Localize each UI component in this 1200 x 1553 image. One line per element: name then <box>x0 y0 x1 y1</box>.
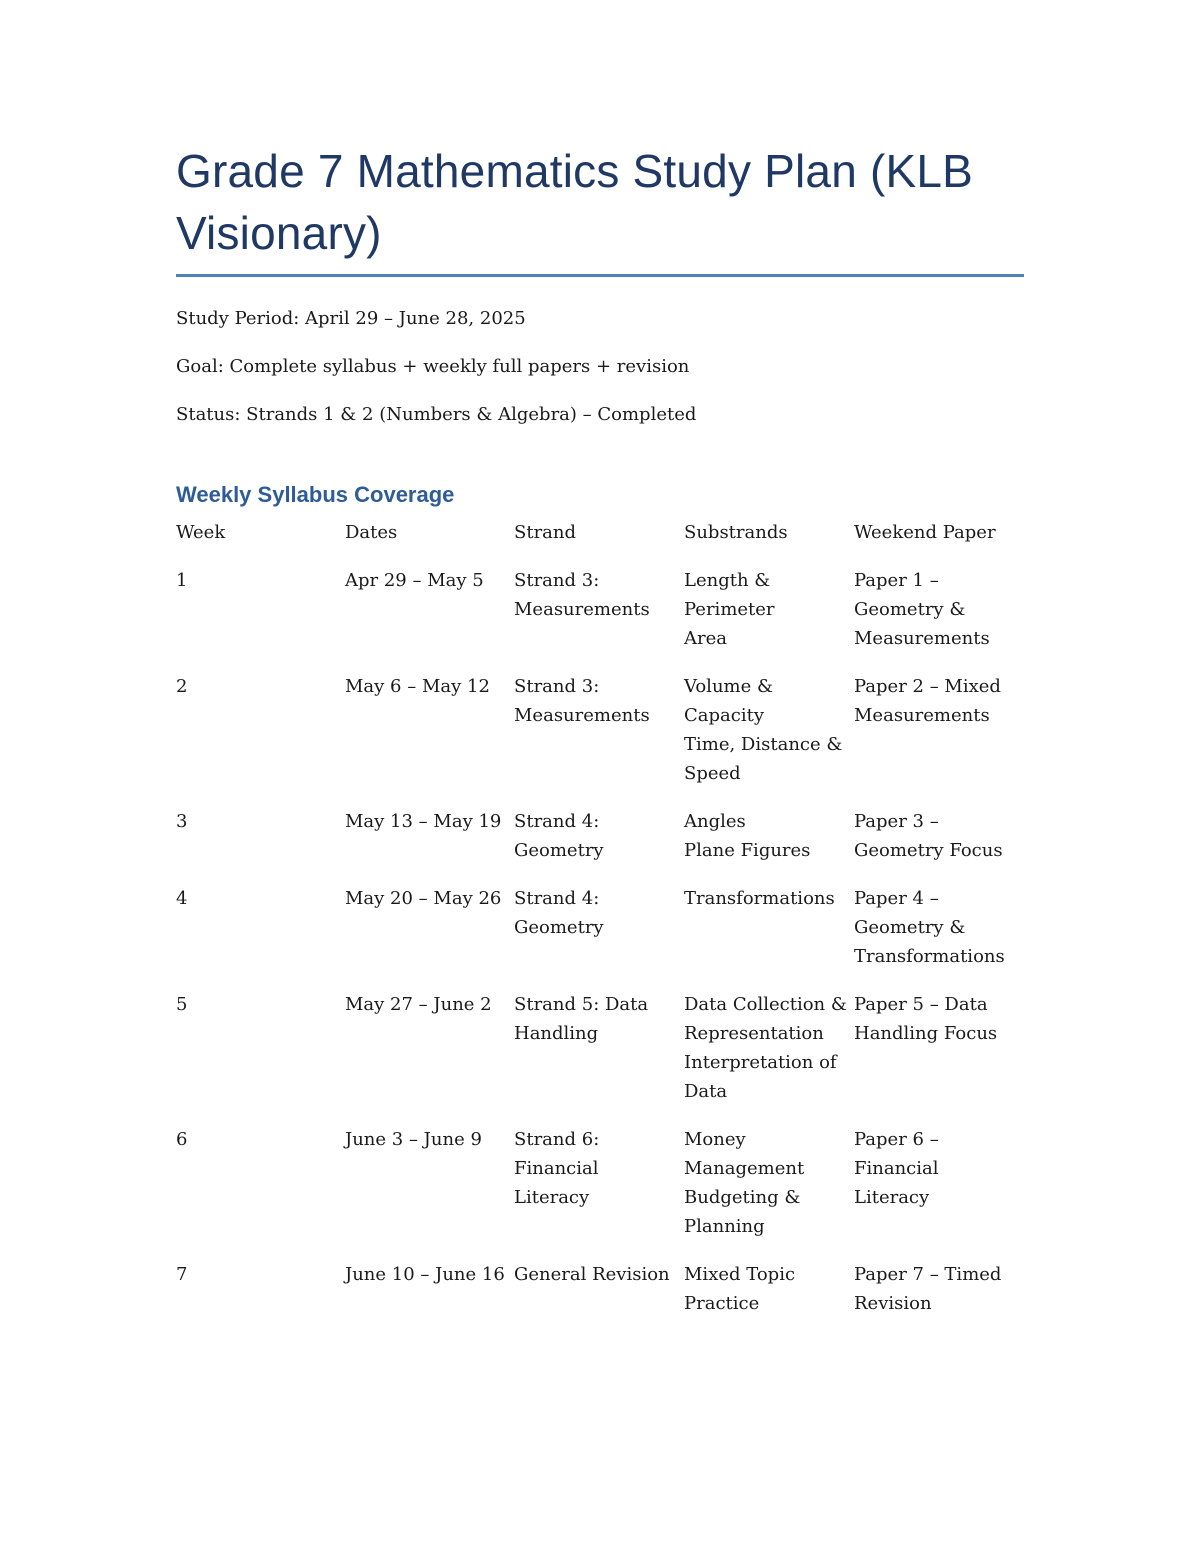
substrands-cell: Money Management Budgeting & Planning <box>684 1129 805 1237</box>
dates-cell: June 3 – June 9 <box>345 1129 482 1150</box>
week-cell: 4 <box>176 888 188 909</box>
header-substrands: Substrands <box>684 522 788 543</box>
week-cell: 1 <box>176 570 188 591</box>
status-line: Status: Strands 1 & 2 (Numbers & Algebra) – Completed <box>176 404 697 425</box>
week-cell: 7 <box>176 1264 188 1285</box>
substrands-cell: Mixed Topic Practice <box>684 1264 796 1314</box>
table-row <box>176 807 1024 865</box>
dates-cell: May 13 – May 19 <box>345 811 502 832</box>
table-row <box>176 1125 1024 1241</box>
goal-line: Goal: Complete syllabus + weekly full papers + revision <box>176 356 690 377</box>
header-strand: Strand <box>514 522 577 543</box>
weekend-paper-cell: Paper 3 – Geometry Focus <box>854 811 1003 861</box>
dates-cell: Apr 29 – May 5 <box>345 570 484 591</box>
substrands-cell: Length & Perimeter Area <box>684 570 775 649</box>
document-title: Grade 7 Mathematics Study Plan (KLB Visionary) <box>176 145 974 259</box>
header-dates: Dates <box>345 522 398 543</box>
weekend-paper-cell: Paper 6 – Financial Literacy <box>854 1129 939 1208</box>
strand-cell: Strand 6: Financial Literacy <box>514 1129 600 1208</box>
week-cell: 3 <box>176 811 188 832</box>
week-cell: 2 <box>176 676 188 697</box>
header-weekend-paper: Weekend Paper <box>854 522 996 543</box>
table-row <box>176 566 1024 653</box>
weekend-paper-cell: Paper 2 – Mixed Measurements <box>854 676 1001 726</box>
table-row <box>176 672 1024 788</box>
title-underline <box>176 274 1024 277</box>
document-page <box>176 140 1024 1314</box>
substrands-cell: Data Collection & Representation Interpretation of Data <box>684 994 847 1102</box>
strand-cell: Strand 3: Measurements <box>514 570 650 620</box>
table-row <box>176 884 1024 971</box>
substrands-cell: Volume & Capacity Time, Distance & Speed <box>684 676 843 784</box>
strand-cell: Strand 3: Measurements <box>514 676 650 726</box>
syllabus-table <box>176 518 1024 1337</box>
strand-cell: Strand 4: Geometry <box>514 888 604 938</box>
weekend-paper-cell: Paper 1 – Geometry & Measurements <box>854 570 990 649</box>
dates-cell: June 10 – June 16 <box>345 1264 505 1285</box>
weekend-paper-cell: Paper 5 – Data Handling Focus <box>854 994 998 1044</box>
strand-cell: General Revision <box>514 1264 670 1285</box>
section-heading: Weekly Syllabus Coverage <box>176 482 455 507</box>
strand-cell: Strand 5: Data Handling <box>514 994 649 1044</box>
weekend-paper-cell: Paper 7 – Timed Revision <box>854 1264 1002 1314</box>
weekend-paper-cell: Paper 4 – Geometry & Transformations <box>854 888 1005 967</box>
strand-cell: Strand 4: Geometry <box>514 811 604 861</box>
dates-cell: May 27 – June 2 <box>345 994 492 1015</box>
dates-cell: May 20 – May 26 <box>345 888 502 909</box>
table-row <box>176 1260 1024 1318</box>
study-period-line: Study Period: April 29 – June 28, 2025 <box>176 308 526 329</box>
week-cell: 5 <box>176 994 188 1015</box>
substrands-cell: Transformations <box>684 888 835 909</box>
dates-cell: May 6 – May 12 <box>345 676 490 697</box>
table-row <box>176 990 1024 1106</box>
week-cell: 6 <box>176 1129 188 1150</box>
header-week: Week <box>176 522 226 543</box>
substrands-cell: Angles Plane Figures <box>684 811 811 861</box>
table-header-row <box>176 518 1024 547</box>
